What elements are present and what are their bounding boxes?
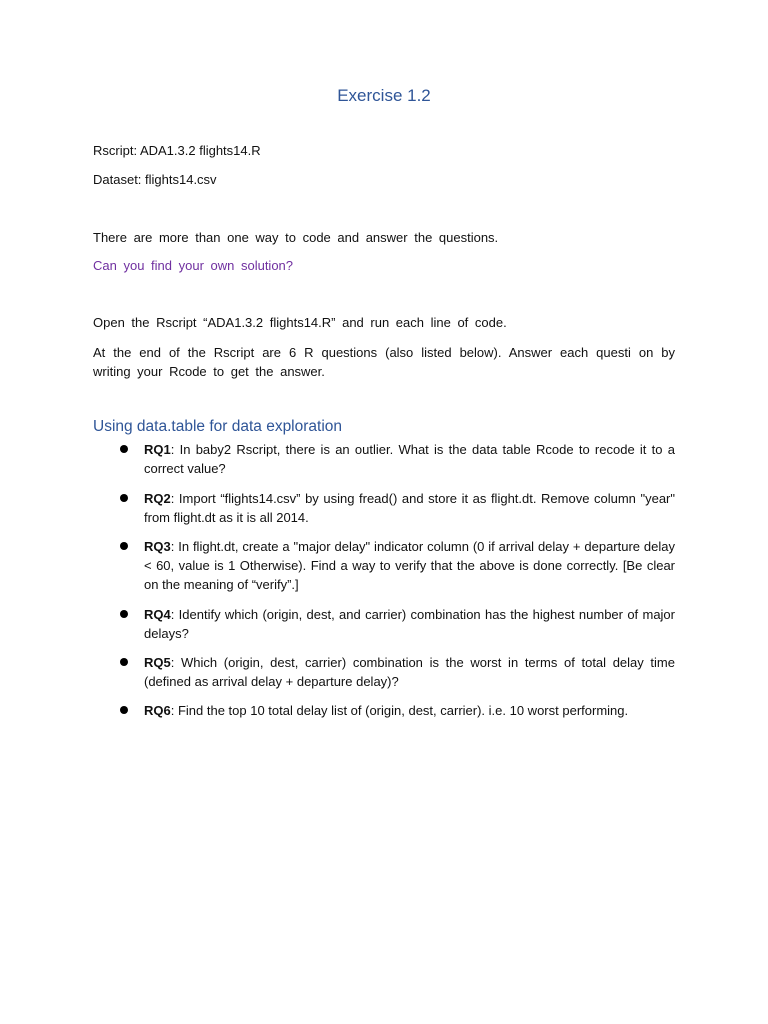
- page-title: Exercise 1.2: [337, 86, 431, 105]
- question-text: [144, 653, 675, 691]
- intro-line: There are more than one way to code and answer the questions.: [93, 230, 499, 245]
- section-heading: Using data.table for data exploration: [93, 418, 343, 435]
- question-label: RQ6: [144, 703, 171, 718]
- question-body: : Identify which (origin, dest, and carrier) combination has the highest number of major delays?: [144, 607, 675, 641]
- question-label: RQ1: [144, 442, 171, 457]
- instructions-paragraph: At the end of the Rscript are 6 R questions (also listed below). Answer each questi on by writing your Rcode to get the answer.: [93, 345, 675, 379]
- open-rscript-line: Open the Rscript “ADA1.3.2 flights14.R” and run each line of code.: [93, 315, 507, 330]
- dataset-line: Dataset: flights14.csv: [93, 172, 217, 187]
- question-label: RQ3: [144, 539, 171, 554]
- bullet-icon: [120, 706, 128, 714]
- bullet-icon: [120, 658, 128, 666]
- bullet-icon: [120, 610, 128, 618]
- question-text: [144, 605, 675, 643]
- question-body: : In baby2 Rscript, there is an outlier. What is the data table Rcode to recode it to a correct value?: [144, 442, 675, 476]
- bullet-icon: [120, 445, 128, 453]
- question-body: : In flight.dt, create a "major delay" indicator column (0 if arrival delay + departure delay < 60, value is 1 Otherwise). Find a way to verify that the above is done correctly. [Be clear on the meaning of “verify”.]: [144, 539, 675, 592]
- question-label: RQ2: [144, 491, 171, 506]
- question-body: : Import “flights14.csv” by using fread() and store it as flight.dt. Remove column "year" from flight.dt as it is all 2014.: [144, 491, 675, 525]
- question-text: [144, 701, 675, 720]
- question-text: [144, 537, 675, 594]
- rscript-line: Rscript: ADA1.3.2 flights14.R: [93, 143, 261, 158]
- question-body: : Which (origin, dest, carrier) combination is the worst in terms of total delay time (defined as arrival delay + departure delay)?: [144, 655, 675, 689]
- prompt-line: Can you find your own solution?: [93, 258, 294, 273]
- question-text: [144, 440, 675, 478]
- question-body: : Find the top 10 total delay list of (origin, dest, carrier). i.e. 10 worst performing.: [170, 703, 629, 718]
- question-text: [144, 489, 675, 527]
- question-label: RQ5: [144, 655, 171, 670]
- question-label: RQ4: [144, 607, 171, 622]
- bullet-icon: [120, 494, 128, 502]
- bullet-icon: [120, 542, 128, 550]
